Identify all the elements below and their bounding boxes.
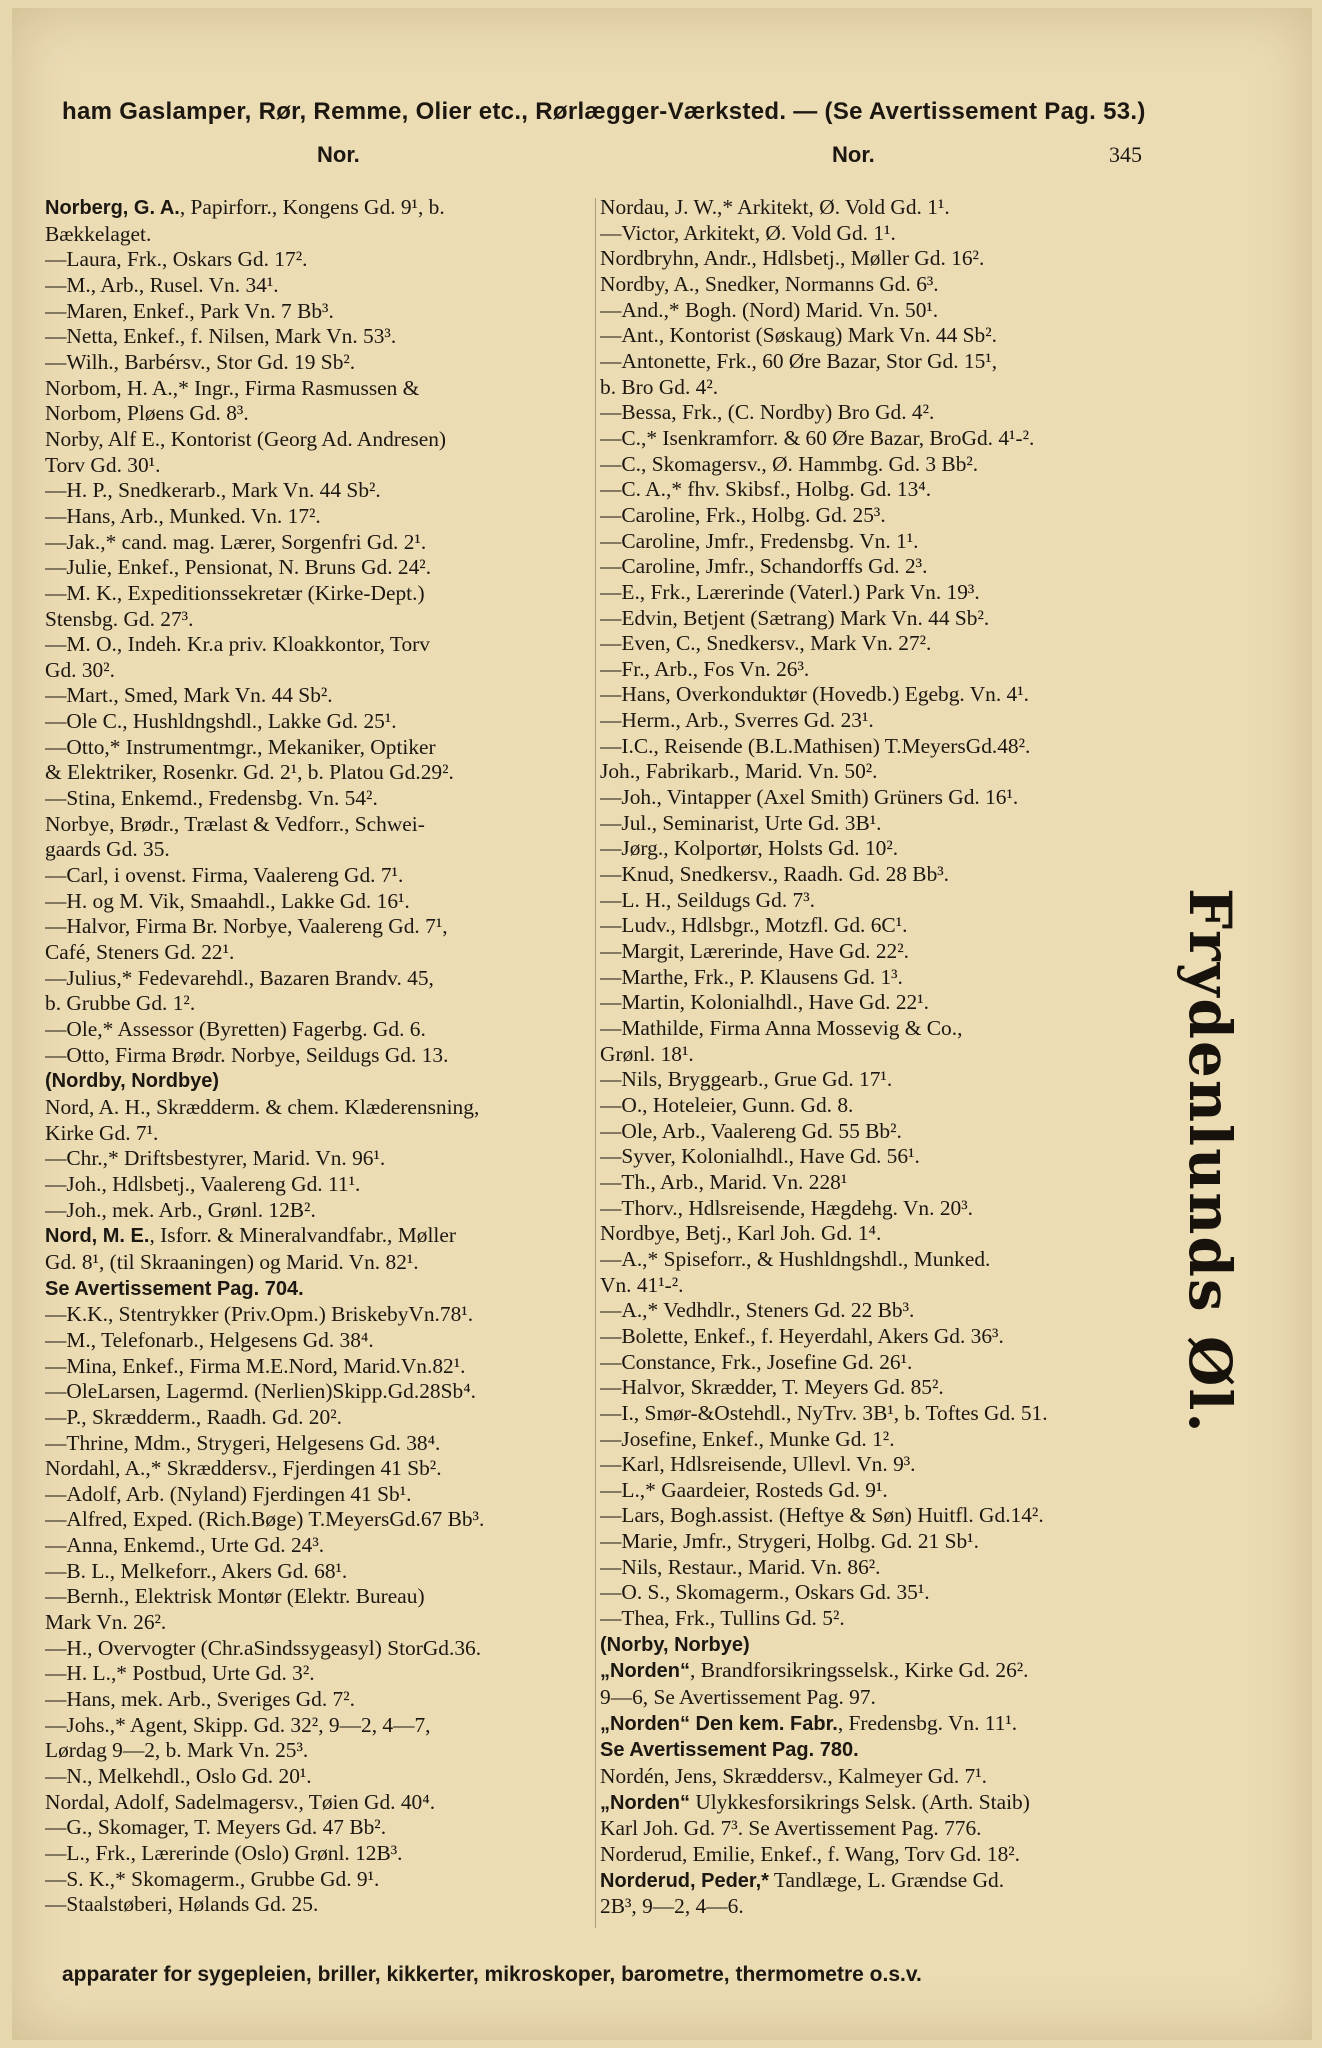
entry-text: 9—6, Se Avertissement Pag. 97. [600,1685,876,1710]
directory-entry-line [600,1503,1180,1529]
page-number: 345 [1109,142,1142,167]
entry-text: —Bolette, Enkef., f. Heyerdahl, Akers Gd. 36³. [600,1323,1004,1348]
directory-entry-line [600,1067,1180,1093]
entry-text: —Ole, Arb., Vaalereng Gd. 55 Bb². [600,1118,902,1143]
directory-entry-line [45,376,603,402]
entry-text: Norderud, Emilie, Enkef., f. Wang, Torv Gd. 18². [600,1842,1021,1866]
directory-entry-line [45,273,603,299]
entry-text: —K.K., Stentrykker (Priv.Opm.) BriskebyVn.78¹. [45,1302,474,1327]
entry-text: —Caroline, Frk., Holbg. Gd. 25³. [600,502,886,527]
entry-text: , Fredensbg. Vn. 11¹. [837,1710,1018,1735]
directory-entry-line [600,1816,1180,1842]
entry-text: 2B³, 9—2, 4—6. [600,1894,744,1919]
entry-text: —H. P., Snedkerarb., Mark Vn. 44 Sb². [45,478,381,503]
directory-entry-line [600,1273,1180,1299]
entry-text: Nordbye, Betj., Karl Joh. Gd. 1⁴. [600,1221,882,1246]
entry-text: —B. L., Melkeforr., Akers Gd. 68¹. [45,1558,348,1583]
directory-entry-line [45,504,603,530]
entry-text: —S. K.,* Skomagerm., Grubbe Gd. 9¹. [45,1866,380,1891]
directory-entry-line [45,1456,603,1482]
directory-entry-line [600,631,1180,657]
entry-text: —Ant., Kontorist (Søskaug) Mark Vn. 44 Sb². [600,323,997,348]
directory-entry-line [600,1685,1180,1711]
directory-entry-line [600,1196,1180,1222]
entry-text: Stensbg. Gd. 27³. [45,606,194,631]
directory-entry-line [45,1790,603,1816]
directory-entry-line [600,349,1180,375]
directory-entry-line [45,1584,603,1610]
entry-text: Mark Vn. 26². [45,1610,167,1635]
entry-text: —Stina, Enkemd., Fredensbg. Vn. 54². [45,786,378,811]
directory-entry-line [600,477,1180,503]
entry-text: Ulykkesforsikrings Selsk. (Arth. Staib) [690,1789,1030,1814]
entry-bold-text: Norderud, Peder,* [600,1869,769,1892]
entry-text: Norbye, Brødr., Trælast & Vedforr., Schwei- [45,811,425,836]
entry-text: —Hans, Overkonduktør (Hovedb.) Egebg. Vn. 4¹. [600,682,1030,707]
entry-text: gaards Gd. 35. [45,837,170,862]
entry-bold-text: (Nordby, Nordbye) [45,1070,220,1093]
directory-entry-line [45,1533,603,1559]
directory-entry-line [45,1405,603,1431]
entry-text: Nordby, A., Snedker, Normanns Gd. 6³. [600,271,939,296]
directory-entry-line [45,247,603,273]
directory-entry-line [45,478,603,504]
directory-entry-line [45,1867,603,1893]
directory-page [12,8,1312,2040]
entry-text: —A.,* Spiseforr., & Hushldngshdl., Munked. [600,1246,991,1271]
directory-entry-line [45,683,603,709]
side-advertisement: Frydenlunds Øl. [1176,888,1244,1435]
directory-entry-line [600,1401,1180,1427]
directory-entry-line [600,298,1180,324]
directory-entry-line [600,657,1180,683]
entry-text: —Johs.,* Agent, Skipp. Gd. 32², 9—2, 4—7, [45,1712,431,1737]
entry-bold-text: Nord, M. E. [45,1225,150,1248]
entry-text: —Nils, Bryggearb., Grue Gd. 17¹. [600,1067,893,1092]
entry-text: Vn. 41¹-². [600,1272,684,1297]
entry-text: —C. A.,* fhv. Skibsf., Holbg. Gd. 13⁴. [600,477,932,502]
entry-text: —Marie, Jmfr., Strygeri, Holbg. Gd. 21 Sb¹. [600,1529,979,1554]
entry-bold-text: Se Avertissement Pag. 704. [45,1277,304,1300]
entry-text: —Halvor, Skrædder, T. Meyers Gd. 85². [600,1375,944,1400]
right-column [600,195,1180,1920]
entry-text: —Jørg., Kolportør, Holsts Gd. 10². [600,836,899,861]
directory-entry-line [600,375,1180,401]
entry-text: —Josefine, Enkef., Munke Gd. 1². [600,1426,895,1451]
directory-entry-line [600,1658,1180,1685]
entry-text: —Edvin, Betjent (Sætrang) Mark Vn. 44 Sb². [600,605,990,630]
directory-entry-line [600,1452,1180,1478]
directory-entry-line [600,759,1180,785]
entry-text: —Mathilde, Firma Anna Mossevig & Co., [600,1016,963,1040]
directory-entry-line [600,1737,1180,1764]
entry-text: Bækkelaget. [45,221,152,246]
directory-entry-line [600,221,1180,247]
entry-text: —And.,* Bogh. (Nord) Marid. Vn. 50¹. [600,297,939,322]
entry-text: b. Bro Gd. 4². [600,374,719,399]
directory-entry-line [600,503,1180,529]
entry-text: —Julius,* Fedevarehdl., Bazaren Brandv. 45, [45,965,434,990]
entry-text: —Otto,* Instrumentmgr., Mekaniker, Optiker [45,734,436,759]
directory-entry-line [45,1172,603,1198]
entry-bold-text: Se Avertissement Pag. 780. [600,1739,859,1762]
directory-entry-line [45,401,603,427]
directory-entry-line [45,1610,603,1636]
entry-text: —Mina, Enkef., Firma M.E.Nord, Marid.Vn.82¹. [45,1353,466,1378]
entry-text: Joh., Fabrikarb., Marid. Vn. 50². [600,759,878,784]
entry-text: —P., Skrædderm., Raadh. Gd. 20². [45,1404,342,1429]
directory-entry-line [45,195,603,222]
entry-text: —Victor, Arkitekt, Ø. Vold Gd. 1¹. [600,220,896,245]
entry-text: —C.,* Isenkramforr. & 60 Øre Bazar, BroGd. 4¹-². [600,425,1035,450]
entry-text: —H., Overvogter (Chr.aSindssygeasyl) StorGd.36. [45,1635,482,1660]
directory-entry-line [600,606,1180,632]
directory-entry-line [600,529,1180,555]
directory-entry-line [600,400,1180,426]
directory-entry-line [600,1868,1180,1895]
entry-text: —M. O., Indeh. Kr.a priv. Kloakkontor, Torv [45,632,430,657]
directory-entry-line [600,323,1180,349]
directory-entry-line [45,1354,603,1380]
entry-text: —H. L.,* Postbud, Urte Gd. 3². [45,1661,315,1686]
entry-text: Karl Joh. Gd. 7³. Se Avertissement Pag. 776. [600,1816,982,1841]
directory-entry-line [600,1632,1180,1659]
entry-text: —Wilh., Barbérsv., Stor Gd. 19 Sb². [45,349,356,374]
directory-entry-line [600,785,1180,811]
entry-bold-text: (Norby, Norbye) [600,1633,750,1656]
directory-entry-line [45,658,603,684]
entry-text: —Mart., Smed, Mark Vn. 44 Sb². [45,683,333,708]
directory-entry-line [45,530,603,556]
directory-entry-line [600,1221,1180,1247]
entry-text: —Thrine, Mdm., Strygeri, Helgesens Gd. 38⁴. [45,1430,441,1455]
directory-entry-line [45,1738,603,1764]
entry-text: Café, Steners Gd. 22¹. [45,940,235,965]
entry-text: —Caroline, Jmfr., Fredensbg. Vn. 1¹. [600,528,919,553]
entry-text: Tandlæge, L. Grændse Gd. [768,1867,1005,1892]
directory-entry-line [600,1350,1180,1376]
entry-text: —Bessa, Frk., (C. Nordby) Bro Gd. 4². [600,400,935,425]
directory-entry-line [600,1016,1180,1042]
directory-entry-line [45,1043,603,1069]
directory-entry-line [600,1144,1180,1170]
directory-entry-line [45,940,603,966]
directory-entry-line [600,1842,1180,1868]
directory-entry-line [600,1555,1180,1581]
directory-entry-line [600,1042,1180,1068]
entry-text: —A.,* Vedhdlr., Steners Gd. 22 Bb³. [600,1298,915,1323]
entry-text: , Papirforr., Kongens Gd. 9¹, b. [179,195,445,219]
directory-entry-line [45,1276,603,1303]
entry-text: —Constance, Frk., Josefine Gd. 26¹. [600,1349,913,1374]
directory-entry-line [600,1375,1180,1401]
entry-text: —M., Arb., Rusel. Vn. 34¹. [45,272,279,297]
entry-text: —Ludv., Hdlsbgr., Motzfl. Gd. 6C¹. [600,913,908,938]
directory-entry-line [600,734,1180,760]
directory-entry-line [45,222,603,248]
directory-entry-line [600,1711,1180,1738]
directory-entry-line [45,1687,603,1713]
directory-entry-line [600,195,1180,221]
entry-text: —Antonette, Frk., 60 Øre Bazar, Stor Gd. 15¹, [600,348,998,373]
directory-entry-line [600,1790,1180,1817]
entry-text: —Herm., Arb., Sverres Gd. 23¹. [600,708,874,733]
entry-text: —Th., Arb., Marid. Vn. 228¹ [600,1169,848,1194]
entry-text: —Fr., Arb., Fos Vn. 26³. [600,656,810,681]
directory-entry-line [600,272,1180,298]
entry-text: Gd. 8¹, (til Skraaningen) og Marid. Vn. 82¹. [45,1249,419,1274]
directory-entry-line [45,991,603,1017]
directory-entry-line [600,554,1180,580]
entry-text: —M., Telefonarb., Helgesens Gd. 38⁴. [45,1327,374,1352]
directory-entry-line [45,1223,603,1250]
entry-text: Norby, Alf E., Kontorist (Georg Ad. Andresen) [45,426,447,451]
entry-text: —Caroline, Jmfr., Schandorffs Gd. 2³. [600,554,928,579]
entry-text: —O. S., Skomagerm., Oskars Gd. 35¹. [600,1580,930,1605]
directory-entry-line [45,324,603,350]
entry-text: Nordbryhn, Andr., Hdlsbetj., Møller Gd. 16². [600,246,985,271]
entry-text: —Joh., Vintapper (Axel Smith) Grüners Gd. 16¹. [600,785,1019,810]
entry-text: —Joh., mek. Arb., Grønl. 12B². [45,1197,316,1222]
directory-entry-line [45,1559,603,1585]
directory-entry-line [45,299,603,325]
directory-entry-line [45,1764,603,1790]
directory-entry-line [600,939,1180,965]
directory-entry-line [600,452,1180,478]
directory-entry-line [600,1478,1180,1504]
entry-text: —Nils, Restaur., Marid. Vn. 86². [600,1554,881,1579]
entry-text: —Syver, Kolonialhdl., Have Gd. 56¹. [600,1144,920,1169]
entry-text: , Brandforsikringsselsk., Kirke Gd. 26². [690,1658,1029,1683]
entry-text: —Adolf, Arb. (Nyland) Fjerdingen 41 Sb¹. [45,1481,412,1506]
entry-text: Gd. 30². [45,657,115,682]
entry-text: —M. K., Expeditionssekretær (Kirke-Dept.) [45,580,425,605]
entry-text: —Otto, Firma Brødr. Norbye, Seildugs Gd. 13. [45,1042,449,1067]
directory-entry-line [45,1661,603,1687]
left-column [45,195,603,1918]
entry-bold-text: Norberg, G. A. [45,197,180,219]
directory-entry-line [45,1121,603,1147]
directory-entry-line [45,1507,603,1533]
directory-entry-line [45,350,603,376]
entry-text: —Hans, mek. Arb., Sveriges Gd. 7². [45,1687,356,1712]
entry-text: —Anna, Enkemd., Urte Gd. 24³. [45,1533,325,1558]
directory-entry-line [45,863,603,889]
entry-text: —G., Skomager, T. Meyers Gd. 47 Bb². [45,1815,387,1840]
running-head-left: Nor. [317,142,360,167]
directory-entry-line [600,1119,1180,1145]
directory-entry-line [45,812,603,838]
entry-text: —Martin, Kolonialhdl., Have Gd. 22¹. [600,990,930,1015]
entry-text: —Hans, Arb., Munked. Vn. 17². [45,503,321,528]
directory-entry-line [45,1250,603,1276]
entry-text: Lørdag 9—2, b. Mark Vn. 25³. [45,1738,309,1763]
directory-entry-line [600,426,1180,452]
entry-text: —L.,* Gaardeier, Rosteds Gd. 9¹. [600,1477,888,1502]
directory-entry-line [45,1095,603,1121]
directory-entry-line [600,862,1180,888]
directory-entry-line [45,709,603,735]
directory-entry-line [45,1146,603,1172]
entry-text: —Ole C., Hushldngshdl., Lakke Gd. 25¹. [45,709,397,734]
directory-entry-line [45,837,603,863]
top-advertisement-banner: ham Gaslamper, Rør, Remme, Olier etc., Rørlægger-Værksted. — (Se Avertissement Pag. 53.) [62,98,1146,125]
entry-text: —Karl, Hdlsreisende, Ullevl. Vn. 9³. [600,1452,916,1477]
directory-entry-line [45,1636,603,1662]
entry-text: —O., Hoteleier, Gunn. Gd. 8. [600,1092,854,1117]
directory-entry-line [45,786,603,812]
directory-entry-line [45,914,603,940]
entry-text: —Halvor, Firma Br. Norbye, Vaalereng Gd. 7¹, [45,914,448,939]
directory-entry-line [45,1841,603,1867]
directory-entry-line [600,1427,1180,1453]
directory-entry-line [45,760,603,786]
entry-text: —Margit, Lærerinde, Have Gd. 22². [600,939,909,964]
entry-text: Nordén, Jens, Skræddersv., Kalmeyer Gd. 7¹. [600,1764,988,1789]
directory-entry-line [45,1302,603,1328]
entry-bold-text: „Norden“ Den kem. Fabr. [600,1712,838,1735]
entry-text: b. Grubbe Gd. 1². [45,991,196,1016]
column-divider [595,198,596,1928]
entry-bold-text: „Norden“ [600,1660,690,1683]
entry-text: —Staalstøberi, Hølands Gd. 25. [45,1892,319,1917]
directory-entry-line [45,581,603,607]
directory-entry-line [600,836,1180,862]
entry-text: —Bernh., Elektrisk Montør (Elektr. Bureau) [45,1584,425,1609]
directory-entry-line [45,735,603,761]
directory-entry-line [600,1894,1180,1920]
directory-entry-line [600,1529,1180,1555]
entry-text: —Marthe, Frk., P. Klausens Gd. 1³. [600,964,903,989]
entry-text: Nordahl, A.,* Skræddersv., Fjerdingen 41 Sb². [45,1456,442,1481]
entry-text: —Laura, Frk., Oskars Gd. 17². [45,247,308,272]
entry-text: —Thea, Frk., Tullins Gd. 5². [600,1606,845,1631]
directory-entry-line [600,708,1180,734]
directory-entry-line [45,1198,603,1224]
directory-entry-line [600,1606,1180,1632]
entry-text: Grønl. 18¹. [600,1041,694,1066]
directory-entry-line [45,1892,603,1918]
entry-text: Nordal, Adolf, Sadelmagersv., Tøien Gd. 40⁴. [45,1789,436,1814]
directory-entry-line [45,1379,603,1405]
entry-text: —Jak.,* cand. mag. Lærer, Sorgenfri Gd. 2¹. [45,529,427,554]
directory-entry-line [600,990,1180,1016]
directory-entry-line [45,889,603,915]
directory-entry-line [45,1068,603,1095]
directory-entry-line [45,453,603,479]
entry-text: Nordau, J. W.,* Arkitekt, Ø. Vold Gd. 1¹. [600,195,950,219]
directory-entry-line [45,1482,603,1508]
directory-entry-line [600,1170,1180,1196]
directory-entry-line [45,607,603,633]
entry-text: —N., Melkehdl., Oslo Gd. 20¹. [45,1764,312,1789]
entry-text: , Isforr. & Mineralvandfabr., Møller [149,1223,456,1248]
entry-text: —Even, C., Snedkersv., Mark Vn. 27². [600,631,932,656]
directory-entry-line [600,1093,1180,1119]
entry-text: —Lars, Bogh.assist. (Heftye & Søn) Huitfl. Gd.14². [600,1503,1044,1528]
directory-entry-line [600,811,1180,837]
directory-entry-line [45,1815,603,1841]
entry-text: —Maren, Enkef., Park Vn. 7 Bb³. [45,298,334,323]
directory-entry-line [45,1713,603,1739]
entry-text: —Netta, Enkef., f. Nilsen, Mark Vn. 53³. [45,324,397,349]
directory-entry-line [45,427,603,453]
directory-entry-line [600,580,1180,606]
entry-text: —Chr.,* Driftsbestyrer, Marid. Vn. 96¹. [45,1146,386,1171]
directory-entry-line [45,632,603,658]
directory-entry-line [600,1764,1180,1790]
entry-text: —Alfred, Exped. (Rich.Bøge) T.MeyersGd.67 Bb³. [45,1507,485,1532]
directory-entry-line [600,682,1180,708]
directory-entry-line [600,965,1180,991]
entry-text: Kirke Gd. 7¹. [45,1120,159,1145]
directory-entry-line [45,1017,603,1043]
directory-entry-line [600,1298,1180,1324]
entry-text: —L., Frk., Lærerinde (Oslo) Grønl. 12B³. [45,1841,403,1865]
entry-text: —Carl, i ovenst. Firma, Vaalereng Gd. 7¹. [45,863,404,888]
entry-text: —Knud, Snedkersv., Raadh. Gd. 28 Bb³. [600,862,950,887]
entry-text: —Thorv., Hdlsreisende, Hægdehg. Vn. 20³. [600,1195,973,1220]
directory-entry-line [45,1431,603,1457]
directory-entry-line [600,1580,1180,1606]
directory-entry-line [45,966,603,992]
entry-text: —L. H., Seildugs Gd. 7³. [600,887,815,912]
running-head [12,142,1312,176]
entry-text: & Elektriker, Rosenkr. Gd. 2¹, b. Platou Gd.29². [45,760,454,785]
entry-text: Nord, A. H., Skrædderm. & chem. Klæderensning, [45,1094,480,1119]
directory-entry-line [600,1247,1180,1273]
entry-text: Torv Gd. 30¹. [45,452,161,477]
directory-entry-line [45,555,603,581]
entry-text: —C., Skomagersv., Ø. Hammbg. Gd. 3 Bb². [600,451,979,476]
entry-text: —I.C., Reisende (B.L.Mathisen) T.MeyersGd.48². [600,733,1031,758]
directory-entry-line [600,888,1180,914]
entry-bold-text: „Norden“ [600,1791,690,1814]
entry-text: —Ole,* Assessor (Byretten) Fagerbg. Gd. 6. [45,1017,426,1041]
entry-text: —E., Frk., Lærerinde (Vaterl.) Park Vn. 19³. [600,579,980,604]
directory-entry-line [45,1328,603,1354]
directory-entry-line [600,913,1180,939]
directory-entry-line [600,1324,1180,1350]
entry-text: —H. og M. Vik, Smaahdl., Lakke Gd. 16¹. [45,888,410,913]
running-head-right: Nor. [832,142,875,167]
directory-entry-line [600,246,1180,272]
entry-text: —I., Smør-&Ostehdl., NyTrv. 3B¹, b. Toftes Gd. 51. [600,1400,1048,1425]
entry-text: Norbom, Pløens Gd. 8³. [45,401,249,426]
bottom-advertisement-banner: apparater for sygepleien, briller, kikkerter, mikroskoper, barometre, thermometre o.s.v. [62,1963,922,1986]
entry-text: Norbom, H. A.,* Ingr., Firma Rasmussen & [45,375,420,400]
entry-text: —Julie, Enkef., Pensionat, N. Bruns Gd. 24². [45,555,432,580]
entry-text: —OleLarsen, Lagermd. (Nerlien)Skipp.Gd.28Sb⁴. [45,1379,477,1404]
entry-text: —Jul., Seminarist, Urte Gd. 3B¹. [600,810,882,835]
entry-text: —Joh., Hdlsbetj., Vaalereng Gd. 11¹. [45,1171,361,1196]
